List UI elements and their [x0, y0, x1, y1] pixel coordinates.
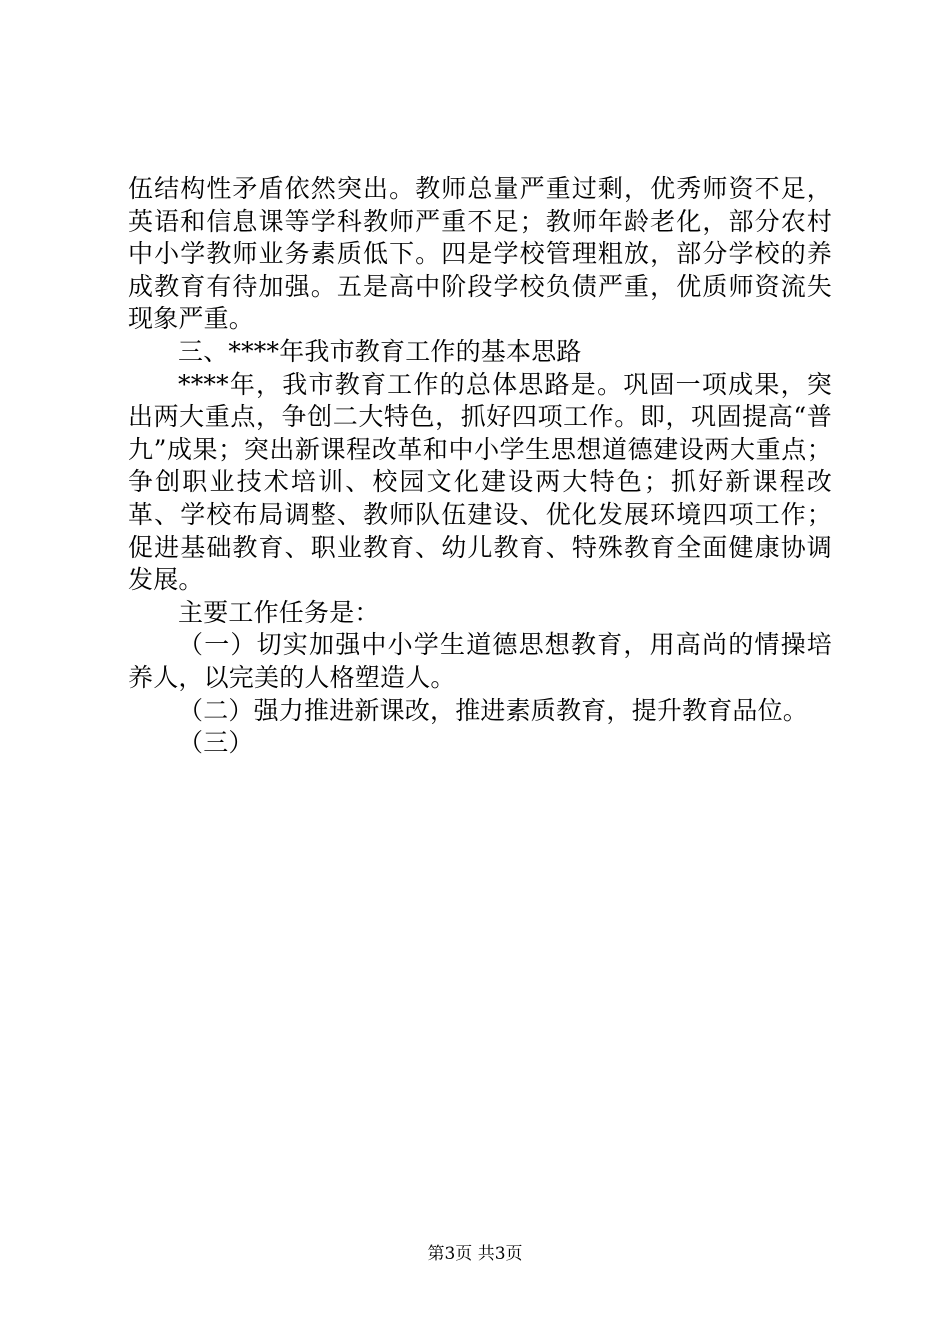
paragraph-1: 伍结构性矛盾依然突出。教师总量严重过剩，优秀师资不足，英语和信息课等学科教师严重不足；教师年龄老化，部分农村中小学教师业务素质低下。四是学校管理粗放，部分学校的养成教育有待加强。五是高中阶段学校负债严重，优质师资流失现象严重。 — [128, 174, 832, 334]
task-intro: 主要工作任务是： — [178, 597, 380, 627]
task-item-1: （一）切实加强中小学生道德思想教育，用高尚的情操培养人，以完美的人格塑造人。 — [128, 630, 832, 692]
page-footer — [0, 1243, 950, 1265]
document-body — [128, 173, 832, 760]
task-item-3: （三） — [178, 728, 254, 758]
paragraph-2: ****年，我市教育工作的总体思路是。巩固一项成果，突出两大重点，争创二大特色，抓好四项工作。即，巩固提高“普九”成果；突出新课程改革和中小学生思想道德建设两大重点；争创职业技术培训、校园文化建设两大特色；抓好新课程改革、学校布局调整、教师队伍建设、优化发展环境四项工作；促进基础教育、职业教育、幼儿教育、特殊教育全面健康协调发展。 — [128, 369, 832, 595]
section-heading: 三、****年我市教育工作的基本思路 — [178, 336, 582, 366]
page-number: 第3页 共3页 — [427, 1244, 523, 1264]
task-item-2: （二）强力推进新课改，推进素质教育，提升教育品位。 — [178, 695, 809, 725]
